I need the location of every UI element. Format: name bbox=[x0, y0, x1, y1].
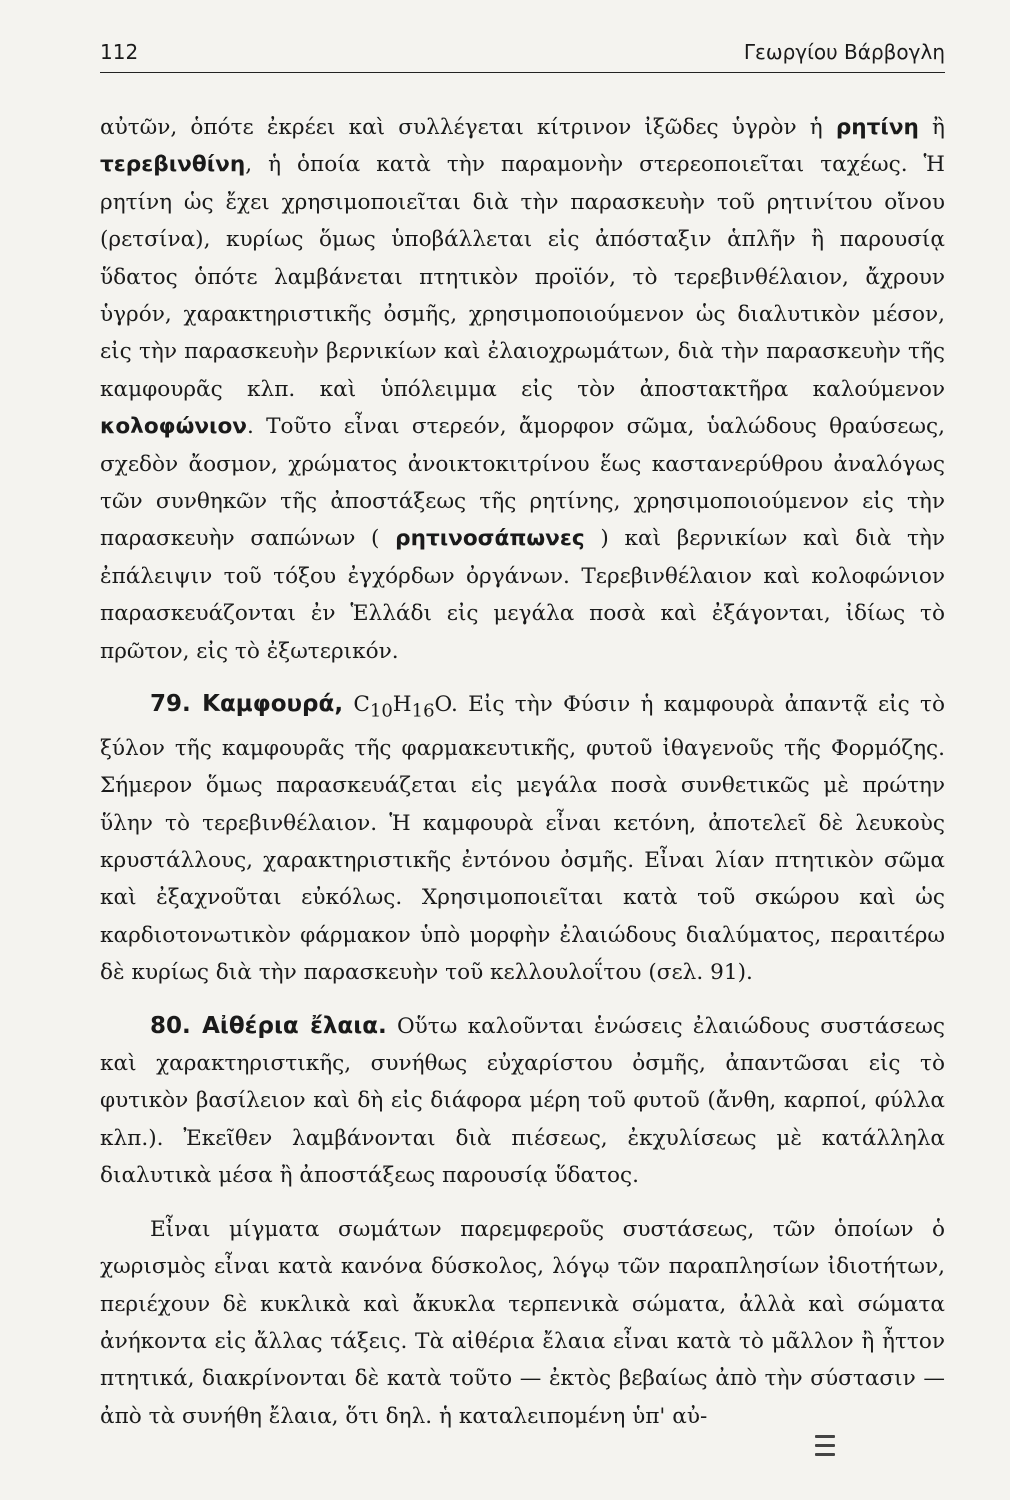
book-page bbox=[100, 40, 945, 1435]
page-body bbox=[100, 109, 945, 1435]
section-heading: 80. Αἰθέρια ἔλαια. bbox=[150, 1012, 387, 1039]
page-number: 112 bbox=[100, 40, 139, 64]
section-text: Εἶναι μίγματα σωμάτων παρεμφεροῦς συστάσεως, τῶν ὁποίων ὁ χωρισμὸς εἶναι κατὰ κανόνα δύσκολος, λόγῳ τῶν παραπλησίων ἰδιοτήτων, περιέχουν δὲ κυκλικὰ καὶ ἄκυκλα τερπενικὰ σώματα, ἀλλὰ καὶ σώματα ἀνήκοντα εἰς ἄλλας τάξεις. Τὰ αἰθέρια ἔλαια εἶναι κατὰ τὸ μᾶλλον ἢ ἧττον πτητικά, διακρίνονται δὲ κατὰ τοῦτο — ἐκτὸς βεβαίως ἀπὸ τὴν σύστασιν — ἀπὸ τὰ συνήθη ἔλαια, ὅτι δηλ. ἡ καταλειπομένη ὑπ' αὐ- bbox=[100, 1216, 945, 1429]
text-run: ἢ bbox=[918, 115, 945, 140]
formula-element: O. bbox=[434, 692, 458, 718]
formula-element: C bbox=[353, 692, 370, 718]
text-run: ) καὶ βερνικίων καὶ διὰ τὴν ἐπάλειψιν τοῦ τόξου ἐγχόρδων ὀργάνων. Τερεβινθέλαιον καὶ κολοφώνιον παρασκευάζονται ἐν Ἑλλάδι εἰς μεγάλα ποσὰ καὶ ἐξάγονται, ἰδίως τὸ πρῶτον, εἰς τὸ ἐξωτερικόν. bbox=[100, 526, 945, 664]
text-run: . Τοῦτο εἶναι στερεόν, ἄμορφον σῶμα, ὑαλώδους θραύσεως, σχεδὸν ἄοσμον, χρώματος ἀνοικτοκιτρίνου ἕως καστανερύθρου ἀναλόγως τῶν συνθηκῶν τῆς ἀποστάξεως τῆς ρητίνης, χρησιμοποιούμενον εἰς τὴν παρασκευὴν σαπώνων ( bbox=[100, 414, 945, 552]
term-rhetinosapones: ρητινοσάπωνες bbox=[395, 526, 585, 552]
chemical-formula bbox=[353, 692, 458, 722]
paragraph-resin bbox=[100, 109, 945, 670]
paragraph-essential-oils-2 bbox=[100, 1211, 945, 1435]
formula-subscript: 10 bbox=[369, 700, 393, 722]
text-run: , ἡ ὁποία κατὰ τὴν παραμονὴν στερεοποιεῖται ταχέως. Ἡ ρητίνη ὡς ἔχει χρησιμοποιεῖται διὰ τὴν παρασκευὴν τοῦ ρητινίτου οἴνου (ρετσίνα), κυρίως ὅμως ὑποβάλλεται εἰς ἀπόσταξιν ἁπλῆν ἢ παρουσίᾳ ὕδατος ὁπότε λαμβάνεται πτητικὸν προϊόν, τὸ τερεβινθέλαιον, ἄχρουν ὑγρόν, χαρακτηριστικῆς ὀσμῆς, χρησιμοποιούμενον ὡς διαλυτικὸν μέσον, εἰς τὴν παρασκευὴν βερνικίων καὶ ἐλαιοχρωμάτων, διὰ τὴν παρασκευὴν τῆς καμφουρᾶς κλπ. καὶ ὑπόλειμμα εἰς τὸν ἀποστακτῆρα καλούμενον bbox=[100, 152, 945, 402]
section-text: Οὕτω καλοῦνται ἑνώσεις ἐλαιώδους συστάσεως καὶ χαρακτηριστικῆς, συνήθως εὐχαρίστου ὀσμῆς, ἀπαντῶσαι εἰς τὸ φυτικὸν βασίλειον καὶ δὴ εἰς διάφορα μέρη τοῦ φυτοῦ (ἄνθη, καρποί, φύλλα κλπ.). Ἐκεῖθεν λαμβάνονται διὰ πιέσεως, ἐκχυλίσεως μὲ κατάλληλα διαλυτικὰ μέσα ἢ ἀποστάξεως παρουσίᾳ ὕδατος. bbox=[100, 1013, 946, 1189]
section-essential-oils bbox=[100, 1008, 945, 1195]
running-title: Γεωργίου Βάρβογλη bbox=[743, 40, 945, 64]
section-text: Εἰς τὴν Φύσιν ἡ καμφουρὰ ἀπαντᾷ εἰς τὸ ξύλον τῆς καμφουρᾶς τῆς φαρμακευτικῆς, φυτοῦ ἰθαγενοῦς τῆς Φορμόζης. Σήμερον ὅμως παρασκευάζεται εἰς μεγάλα ποσὰ συνθετικῶς μὲ πρώτην ὕλην τὸ τερεβινθέλαιον. Ἡ καμφουρὰ εἶναι κετόνη, ἀποτελεῖ δὲ λευκοὺς κρυστάλλους, χαρακτηριστικῆς ἐντόνου ὀσμῆς. Εἶναι λίαν πτητικὸν σῶμα καὶ ἐξαχνοῦται εὐκόλως. Χρησιμοποιεῖται κατὰ τοῦ σκώρου καὶ ὡς καρδιοτονωτικὸν φάρμακον ὑπὸ μορφὴν ἐλαιώδους διαλύματος, περαιτέρω δὲ κυρίως διὰ τὴν παρασκευὴν τοῦ κελλουλοΐτου (σελ. 91). bbox=[100, 692, 945, 986]
term-kolofonion: κολοφώνιον bbox=[100, 414, 248, 440]
page-header bbox=[100, 40, 945, 73]
formula-element: H bbox=[392, 692, 412, 718]
text-run: αὐτῶν, ὁπότε ἐκρέει καὶ συλλέγεται κίτρινον ἰξῶδες ὑγρὸν ἡ bbox=[100, 115, 836, 140]
term-rhetine: ρητίνη bbox=[835, 115, 919, 140]
formula-subscript: 16 bbox=[411, 700, 435, 722]
section-camphor bbox=[100, 686, 945, 992]
term-terebinthine: τερεβινθίνη bbox=[100, 152, 246, 178]
section-heading: 79. Καμφουρά, bbox=[150, 691, 344, 718]
printer-mark bbox=[815, 1435, 835, 1469]
